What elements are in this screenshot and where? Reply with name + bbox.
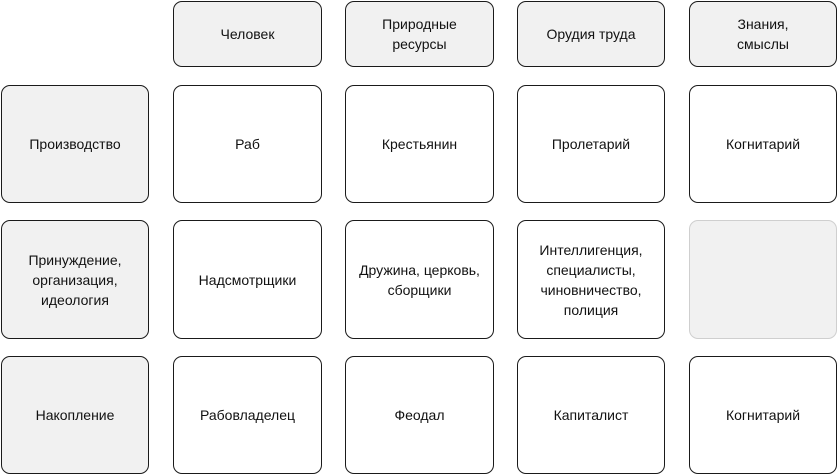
cell-label: Рабовладелец	[200, 407, 295, 423]
row-header-proizvodstvo	[1, 85, 149, 203]
cell-proizvodstvo-resursy	[345, 85, 494, 203]
cell-label: Дружина, церковь, сборщики	[359, 261, 480, 298]
cell-proizvodstvo-znaniya	[689, 85, 837, 203]
cell-label: Раб	[235, 136, 260, 152]
cell-label: Крестьянин	[381, 136, 458, 152]
cell-label: Надсмотрщики	[198, 271, 297, 288]
cell-prinuzhdenie-chelovek	[173, 220, 322, 339]
cell-label: Пролетарий	[551, 136, 631, 152]
column-header-chelovek	[173, 1, 322, 67]
column-header-prirodnye-resursy	[345, 1, 494, 67]
cell-label: Когнитарий	[725, 407, 801, 423]
cell-label: Интеллигенция, специалисты, чиновничество, полиция	[539, 241, 643, 318]
row-header-label: Производство	[29, 136, 121, 152]
cell-label: Когнитарий	[725, 136, 801, 152]
column-header-label: Орудия труда	[546, 26, 636, 42]
cell-proizvodstvo-orudiya	[517, 85, 665, 203]
row-header-label: Накопление	[35, 407, 115, 423]
column-header-label: Знания, смыслы	[737, 16, 789, 52]
cell-nakoplenie-orudiya	[517, 356, 665, 474]
cell-nakoplenie-chelovek	[173, 356, 322, 474]
cell-nakoplenie-znaniya	[689, 356, 837, 474]
cell-prinuzhdenie-orudiya	[517, 220, 665, 339]
column-header-label: Человек	[220, 26, 275, 42]
cell-nakoplenie-resursy	[345, 356, 494, 474]
row-header-nakoplenie	[1, 356, 149, 474]
cell-prinuzhdenie-resursy	[345, 220, 494, 339]
cell-proizvodstvo-chelovek	[173, 85, 322, 203]
cell-label: Феодал	[394, 407, 445, 423]
column-header-orudiya-truda	[517, 1, 665, 67]
row-header-prinuzhdenie	[1, 220, 149, 339]
cell-label: Капиталист	[553, 407, 629, 423]
cell-prinuzhdenie-znaniya-empty	[689, 220, 837, 339]
column-header-label: Природные ресурсы	[382, 16, 457, 52]
row-header-label: Принуждение, организация, идеология	[28, 251, 122, 308]
column-header-znaniya-smysly	[689, 1, 837, 67]
